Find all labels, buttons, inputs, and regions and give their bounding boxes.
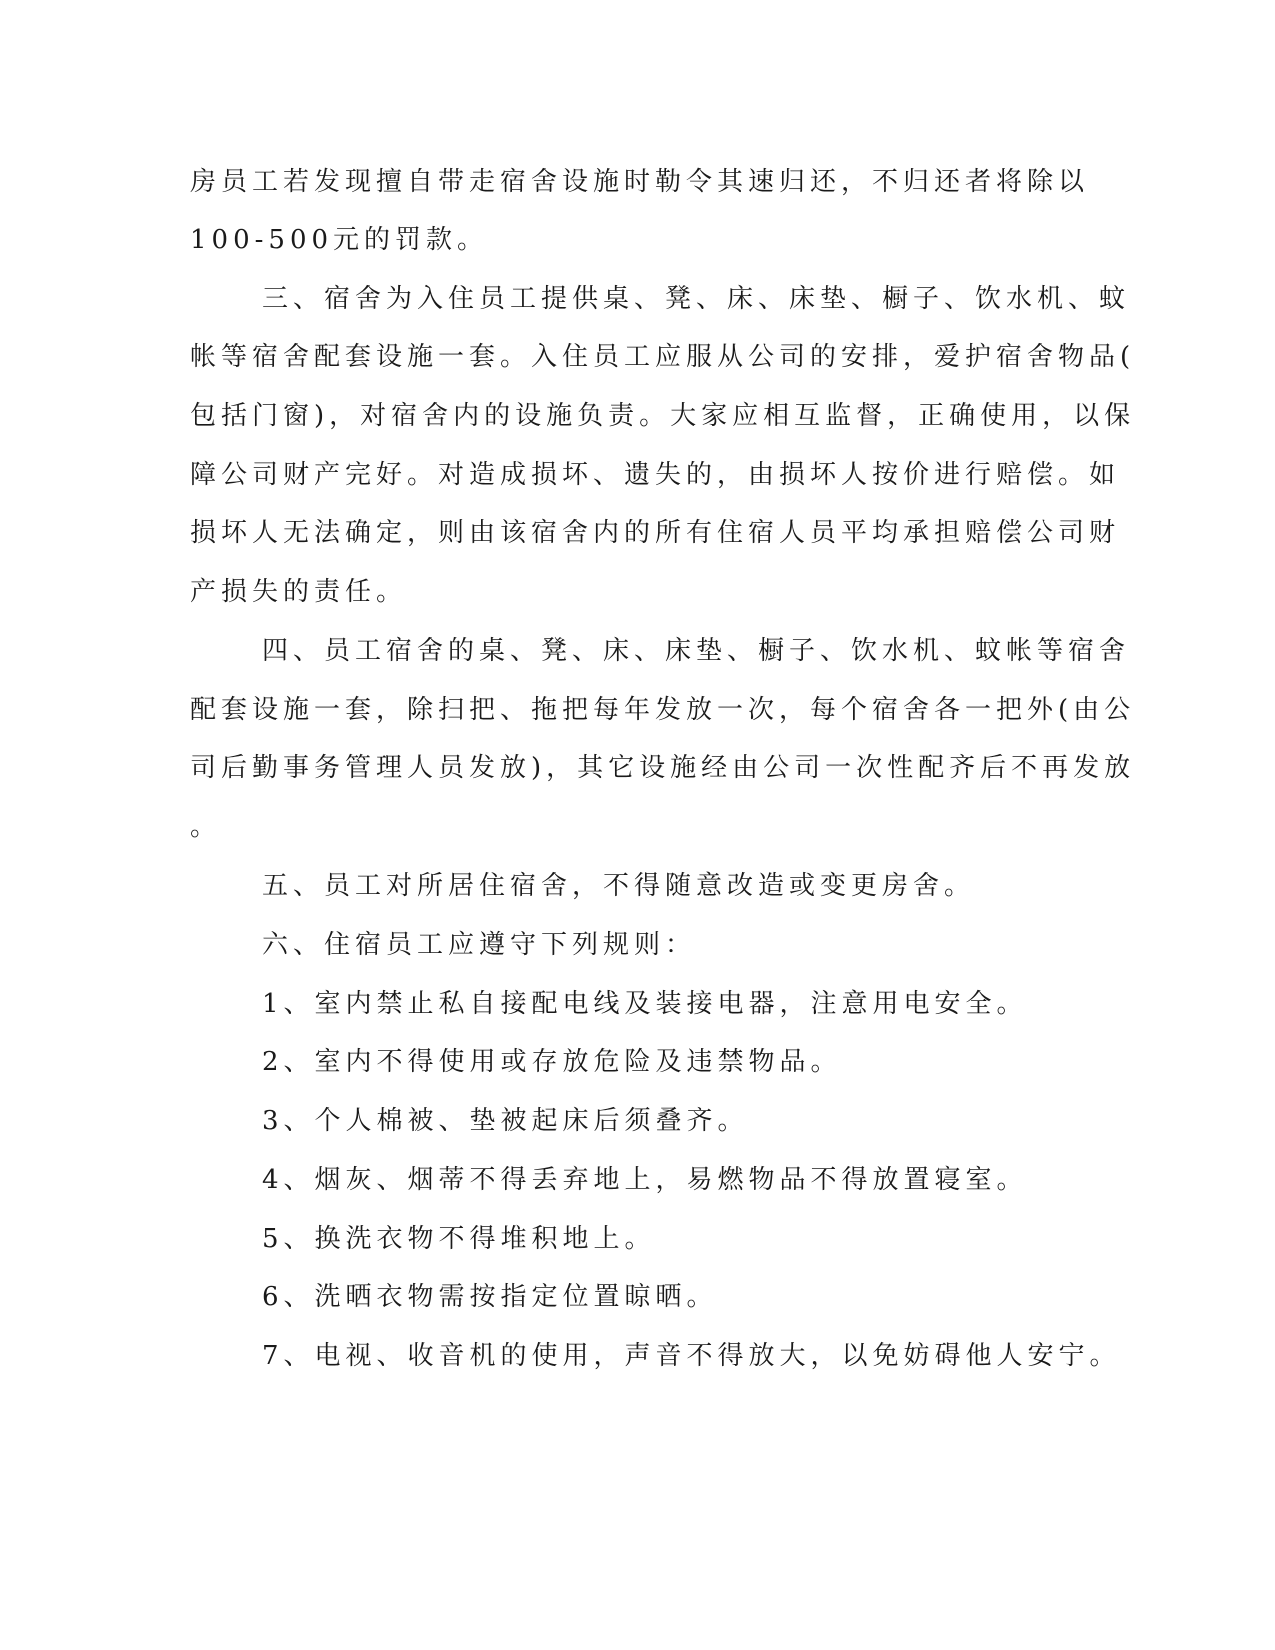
paragraph-3-start: 三、宿舍为入住员工提供桌、凳、床、床垫、橱子、饮水机、蚊: [262, 284, 1131, 314]
text-line: 帐等宿舍配套设施一套。入住员工应服从公司的安排，爱护宿舍物品(: [190, 342, 1136, 372]
rule-item-5: 5、换洗衣物不得堆积地上。: [262, 1224, 656, 1254]
rule-item-4: 4、烟灰、烟蒂不得丢弃地上，易燃物品不得放置寝室。: [262, 1165, 1028, 1195]
text-line: 配套设施一套，除扫把、拖把每年发放一次，每个宿舍各一把外(由公: [190, 695, 1136, 725]
text-line: 损坏人无法确定，则由该宿舍内的所有住宿人员平均承担赔偿公司财: [190, 518, 1121, 548]
text-line: 包括门窗)，对宿舍内的设施负责。大家应相互监督，正确使用，以保: [190, 401, 1136, 431]
text-line: 司后勤事务管理人员发放)，其它设施经由公司一次性配齐后不再发放: [190, 753, 1136, 783]
text-line: 。: [190, 812, 222, 842]
paragraph-5: 五、员工对所居住宿舍，不得随意改造或变更房舍。: [262, 871, 976, 901]
text-line: 产损失的责任。: [190, 577, 408, 607]
rule-item-1: 1、室内禁止私自接配电线及装接电器，注意用电安全。: [262, 989, 1028, 1019]
rule-item-2: 2、室内不得使用或存放危险及违禁物品。: [262, 1047, 842, 1077]
rule-item-7: 7、电视、收音机的使用，声音不得放大，以免妨碍他人安宁。: [262, 1341, 1121, 1371]
text-line: 房员工若发现擅自带走宿舍设施时勒令其速归还，不归还者将除以: [190, 167, 1090, 197]
text-line: 100-500元的罚款。: [190, 225, 489, 255]
rule-item-3: 3、个人棉被、垫被起床后须叠齐。: [262, 1106, 749, 1136]
text-line: 障公司财产完好。对造成损坏、遗失的，由损坏人按价进行赔偿。如: [190, 460, 1121, 490]
paragraph-6: 六、住宿员工应遵守下列规则：: [262, 930, 697, 960]
rule-item-6: 6、洗晒衣物需按指定位置晾晒。: [262, 1282, 718, 1312]
paragraph-4-start: 四、员工宿舍的桌、凳、床、床垫、橱子、饮水机、蚊帐等宿舍: [262, 636, 1131, 666]
